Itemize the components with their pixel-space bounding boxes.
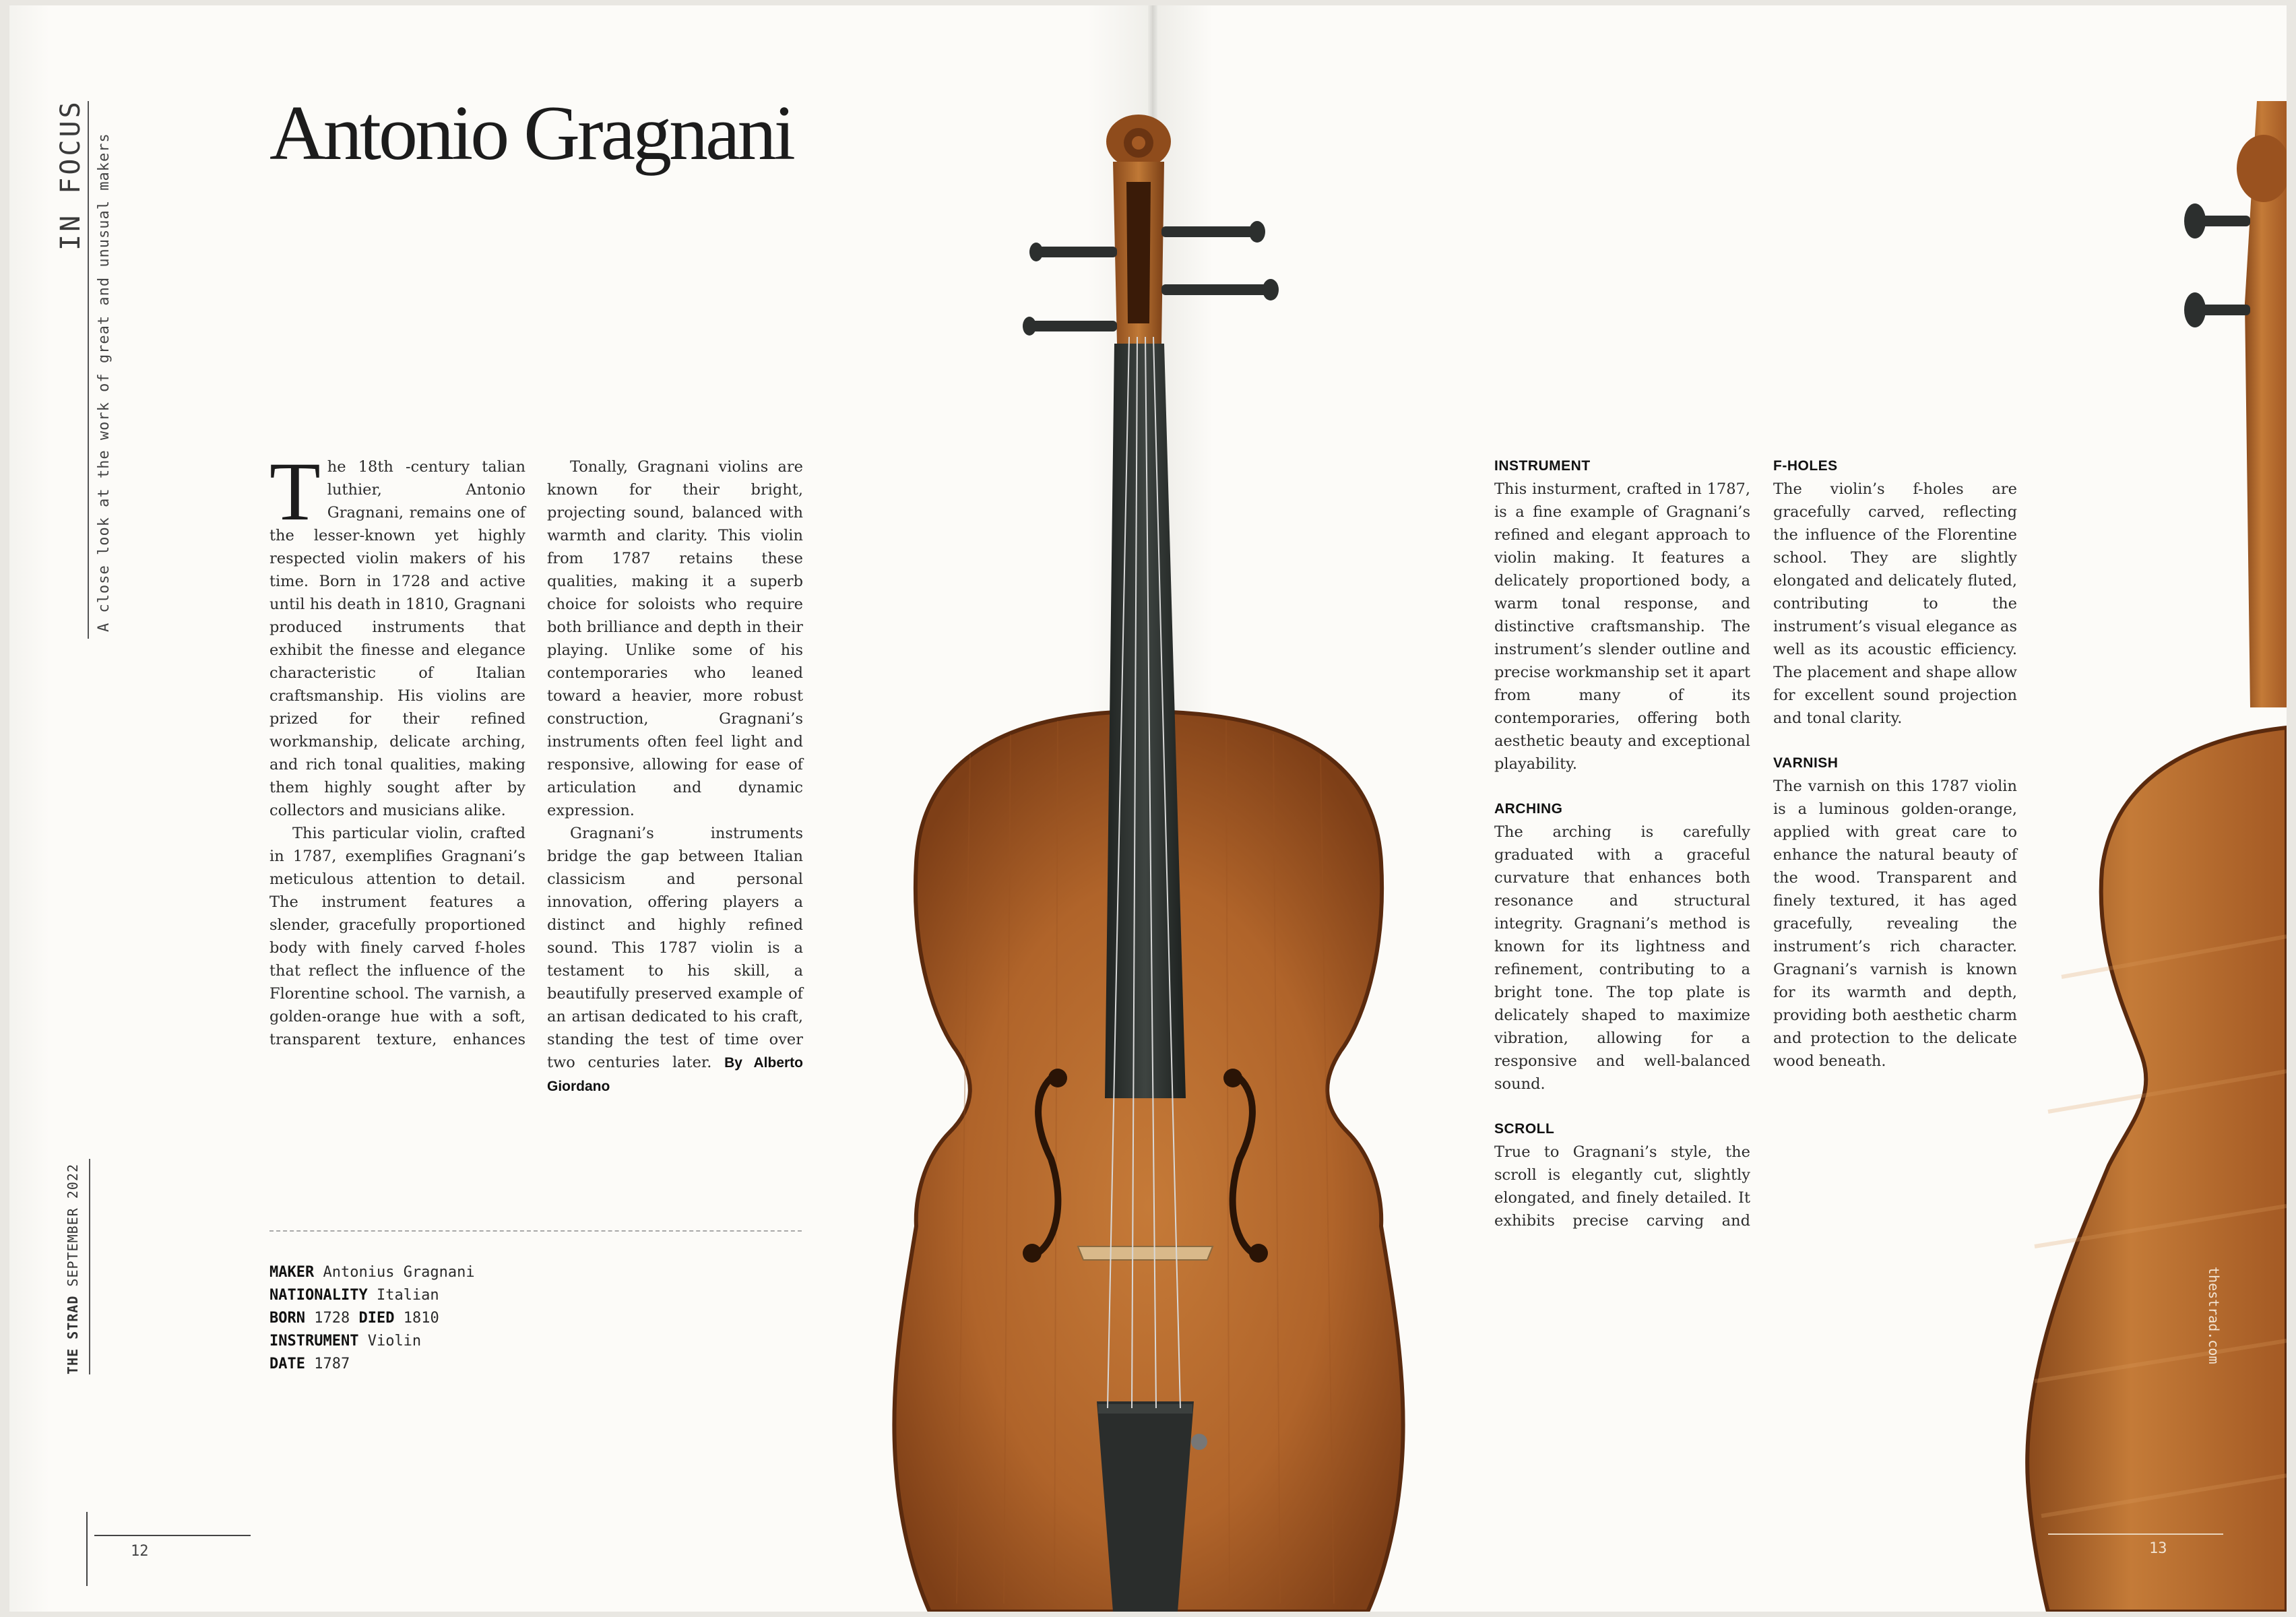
detail-heading: F-HOLES	[1773, 458, 1838, 474]
detail-text: True to Gragnani’s style, the scroll is elegantly cut, slightly elongated, and finely detailed. It exhibits precise carving and	[1494, 1143, 1750, 1230]
detail-heading: INSTRUMENT	[1494, 458, 1591, 474]
facts-divider	[269, 1230, 802, 1232]
detail-scroll	[1494, 1118, 1750, 1232]
drop-cap: T	[269, 445, 321, 538]
violin-back-photo	[1994, 101, 2287, 1612]
fingerboard	[1105, 344, 1186, 1098]
magazine-footer	[65, 1164, 81, 1374]
paragraph-4-text: Gragnani’s instruments bridge the gap between Italian classicism and personal innovation, offering players a distinct and highly refined sound. This 1787 violin is a testament to his skill, a beautifully preserved example of an artisan dedicated to his craft, standing the test of time over two centuries later.	[547, 825, 803, 1071]
detail-f-holes	[1773, 455, 2017, 730]
fact-born-died	[269, 1307, 475, 1330]
details-column-1	[1494, 455, 1750, 1255]
fact-value: 1728	[314, 1310, 350, 1327]
fact-label: DATE	[269, 1356, 305, 1372]
article-paragraph-3: Tonally, Gragnani violins are known for their bright, projecting sound, balanced with warmth and clarity. This violin from 1787 retains these qualities, making it a superb choice for soloists who require both brilliance and depth in their playing. Unlike some of his contemporaries who leaned toward a heavier, more robust construction, Gragnani’s instruments often feel light and responsive, allowing for ease of articulation and dynamic expression.	[547, 458, 803, 819]
fact-label: MAKER	[269, 1264, 315, 1281]
detail-instrument	[1494, 455, 1750, 775]
detail-heading: SCROLL	[1494, 1121, 1555, 1137]
article-paragraph-2: This particular violin, crafted in 1787, exemplifies Gragnani’s meticulous attention to detail. The instrument features a slender, gracefully proportioned body with finely carved f-holes that reflect the influence of the Florentine school. The varnish, a golden-orange hue with a soft, transparent texture, enhances	[269, 825, 525, 1048]
section-tagline: A close look at the work of great and unusual makers	[96, 133, 113, 632]
details-column-2	[1773, 455, 2017, 1096]
magazine-issue: SEPTEMBER 2022	[65, 1164, 81, 1287]
fact-nationality	[269, 1284, 475, 1307]
detail-arching	[1494, 798, 1750, 1096]
magazine-name: THE STRAD	[65, 1295, 81, 1374]
page-number-right: 13	[2149, 1540, 2167, 1557]
website-url: thestrad.com	[2206, 1267, 2222, 1364]
article-paragraph-4	[547, 822, 803, 1098]
fact-label: BORN	[269, 1310, 305, 1327]
fact-value: Italian	[376, 1287, 439, 1304]
fact-date	[269, 1353, 475, 1376]
fine-tuner	[1191, 1434, 1207, 1450]
fact-value: Violin	[367, 1333, 422, 1350]
detail-text: This insturment, crafted in 1787, is a fine example of Gragnani’s refined and elegant approach to violin making. It features a delicately proportioned body, a warm tonal response, and distinctive craftsmanship. The instrument’s slender outline and precise workmanship set it apart from many of its contemporaries, offering both aesthetic beauty and exceptional playability.	[1494, 480, 1750, 773]
detail-heading: ARCHING	[1494, 801, 1563, 817]
byline: By Alberto Giordano	[547, 1055, 803, 1094]
detail-heading: VARNISH	[1773, 755, 1839, 771]
page-corner-line-right	[2048, 1533, 2223, 1535]
tailpiece	[1097, 1401, 1194, 1612]
detail-text: The varnish on this 1787 violin is a luminous golden-orange, applied with great care to enhance the natural beauty of the wood. Transparent and finely textured, it has aged gracefully, revealing the instrument’s rich character. Gragnani’s varnish is known for its warmth and depth, providing both aesthetic charm and protection to the delicate wood beneath.	[1773, 778, 2017, 1070]
page-corner-rule	[86, 1512, 88, 1586]
article-paragraph-1	[269, 445, 525, 822]
bridge	[1078, 1246, 1213, 1260]
detail-text: The arching is carefully graduated with a graceful curvature that enhances both resonance and structural integrity. Gragnani’s method is known for its lightness and refinement, contributing to a bright tone. The top plate is delicately shaped to maximize vibration, allowing for a responsive and well-balanced sound.	[1494, 823, 1750, 1093]
fact-value: 1810	[403, 1310, 439, 1327]
paragraph-1-text: he 18th -century talian luthier, Antonio Gragnani, remains one of the lesser-known yet highly respected violin makers of his time. Born in 1728 and active until his death in 1810, Gragnani produced instruments that exhibit the finesse and elegance characteristic of Italian craftsmanship. His violins are prized for their refined workmanship, delicate arching, and rich tonal qualities, making them highly sought after by collectors and musicians alike.	[269, 458, 525, 819]
fact-box	[269, 1261, 475, 1376]
fact-instrument	[269, 1330, 475, 1353]
fact-maker	[269, 1261, 475, 1284]
section-label: IN FOCUS	[55, 99, 86, 251]
page-number-left: 12	[131, 1543, 149, 1560]
fact-label: INSTRUMENT	[269, 1333, 359, 1350]
fact-value: Antonius Gragnani	[323, 1264, 475, 1281]
fact-label: NATIONALITY	[269, 1287, 368, 1304]
article-column-1	[269, 445, 525, 1051]
header-rule	[88, 101, 89, 639]
detail-varnish	[1773, 753, 2017, 1073]
footer-rule	[89, 1159, 90, 1374]
article-column-2	[547, 455, 803, 1098]
fact-label: DIED	[358, 1310, 395, 1327]
page-corner-line	[94, 1535, 251, 1536]
article-title: Antonio Gragnani	[269, 90, 793, 177]
violin-photo	[835, 108, 1462, 1612]
detail-text: The violin’s f-holes are gracefully carved, reflecting the influence of the Florentine school. They are slightly elongated and delicately fluted, contributing to the instrument’s visual elegance as well as its acoustic efficiency. The placement and shape allow for excellent sound projection and tonal clarity.	[1773, 480, 2017, 727]
fact-value: 1787	[314, 1356, 350, 1372]
